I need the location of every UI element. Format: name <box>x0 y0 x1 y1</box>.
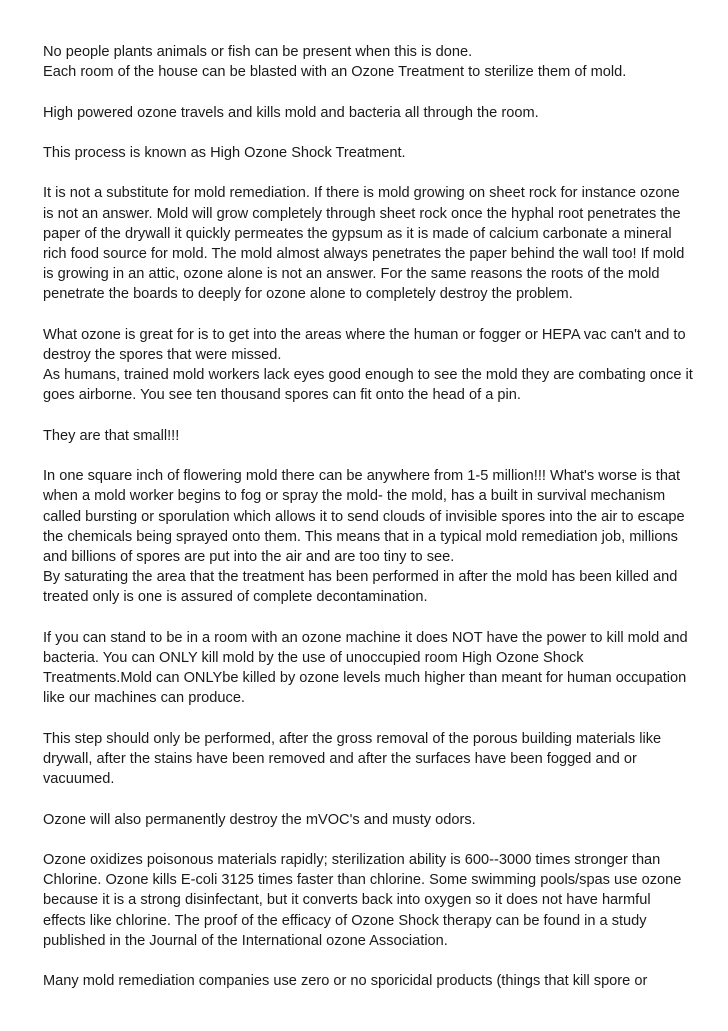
paragraph: What ozone is great for is to get into the areas where the human or fogger or HEPA vac can't and to destroy the spores that were missed. As humans, trained mold workers lack eyes good enough to see the mold they are combating once it goes airborne. You see ten thousand spores can fit onto the head of a pin. <box>43 326 693 404</box>
paragraph: It is not a substitute for mold remediation. If there is mold growing on sheet rock for instance ozone is not an answer. Mold will grow completely through sheet rock once the hyphal root penetrates the paper of the drywall it quickly permeates the gypsum as it is made of calcium carbonate a mineral rich food source for mold. The mold almost always penetrates the paper behind the wall too! If mold is growing in an attic, ozone alone is not an answer. For the same reasons the roots of the mold penetrate the boards to deeply for ozone alone to completely destroy the problem. <box>43 185 685 303</box>
paragraph: High powered ozone travels and kills mold and bacteria all through the room. <box>43 104 539 121</box>
paragraph: This process is known as High Ozone Shock Treatment. <box>43 144 406 161</box>
paragraph: Ozone will also permanently destroy the mVOC's and musty odors. <box>43 811 476 828</box>
paragraph: In one square inch of flowering mold there can be anywhere from 1-5 million!!! What's worse is that when a mold worker begins to fog or spray the mold- the mold, has a built in survival mechanism called bursting or sporulation which allows it to send clouds of invisible spores into the air to escape the chemicals being sprayed onto them. This means that in a typical mold remediation job, millions and billions of spores are put into the air and are too tiny to see. By saturating the area that the treatment has been performed in after the mold has been killed and treated only is one is assured of complete decontamination. <box>43 468 685 606</box>
document-page <box>43 42 693 991</box>
paragraph: Ozone oxidizes poisonous materials rapidly; sterilization ability is 600--3000 times stronger than Chlorine. Ozone kills E-coli 3125 times faster than chlorine. Some swimming pools/spas use ozone because it is a strong disinfectant, but it converts back into oxygen so it does not have harmful effects like chlorine. The proof of the efficacy of Ozone Shock therapy can be found in a study published in the Journal of the International ozone Association. <box>43 851 682 949</box>
paragraph: No people plants animals or fish can be present when this is done. Each room of the house can be blasted with an Ozone Treatment to sterilize them of mold. <box>43 44 627 81</box>
paragraph: They are that small!!! <box>43 427 180 444</box>
paragraph: If you can stand to be in a room with an ozone machine it does NOT have the power to kill mold and bacteria. You can ONLY kill mold by the use of unoccupied room High Ozone Shock Treatments.Mold can ONLYbe killed by ozone levels much higher than meant for human occupation like our machines can produce. <box>43 629 688 707</box>
paragraph: This step should only be performed, after the gross removal of the porous building materials like drywall, after the stains have been removed and after the surfaces have been fogged and or vacuumed. <box>43 730 662 788</box>
paragraph: Many mold remediation companies use zero or no sporicidal products (things that kill spore or <box>43 973 648 990</box>
